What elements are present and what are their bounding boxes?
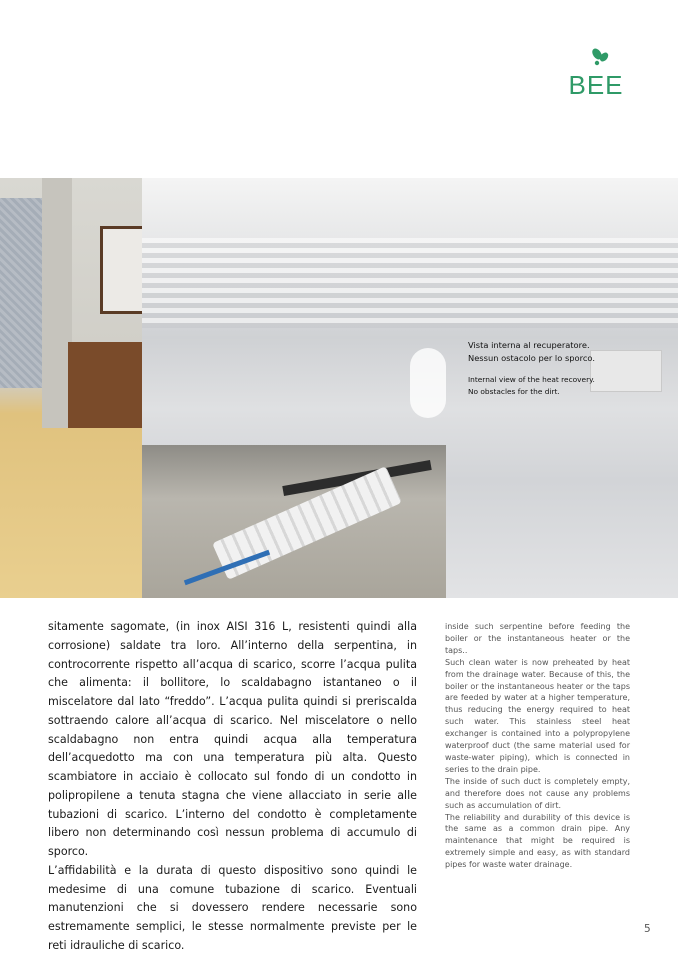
caption-english: Internal view of the heat recovery. No obstacles for the dirt. — [468, 375, 595, 396]
installation-photo — [142, 445, 446, 598]
logo-text: BEE — [568, 70, 624, 100]
caption-italian: Vista interna al recuperatore. Nessun ostacolo per lo sporco. — [468, 340, 595, 363]
paragraph: The reliability and durability of this device is the same as a common drain pipe. Any maintenance that might be required is extremely simple and easy, as with standard pipes for waste water drainage. — [445, 812, 630, 870]
bee-leaf-icon — [588, 46, 610, 68]
italian-body-text — [48, 618, 417, 956]
paragraph: Such clean water is now preheated by heat from the drainage water. Because of this, the boiler or the instantaneous heater or the taps are feeded by water at a higher temperature, thus reducing the energy required to heat such water. This stainless steel heat exchanger is contained into a polypropylene waterproof duct (the same material used for waste-water piping), which is connected in series to the drain pipe. — [445, 657, 630, 774]
bathroom-photo — [0, 178, 142, 598]
english-body-text — [445, 621, 630, 871]
page-number: 5 — [644, 923, 651, 935]
paragraph: sitamente sagomate, (in inox AISI 316 L, resistenti quindi alla corrosione) saldate tra loro. All’interno della serpentina, in controcorrente rispetto all’acqua di scarico, scorre l’acqua pulita che alimenta: il bollitore, lo scaldabagno istantaneo o il miscelatore dal lato “freddo”. L’acqua pulita quindi si preriscalda sottraendo calore all’acqua di scarico. Nel miscelatore o nello scaldabagno non entra quindi acqua alla temperatura dell’acquedotto ma con una temperatura più alta. Questo scambiatore in acciaio è collocato sul fondo di un condotto in polipropilene a tenuta stagna che viene allacciato in serie alle tubazioni di scarico. L’interno del condotto è completamente libero non determinando così nessun problema di accumulo di sporco. — [48, 620, 417, 858]
paragraph: inside such serpentine before feeding the boiler or the instantaneous heater or the taps.. — [445, 622, 630, 655]
paragraph: The inside of such duct is completely empty, and therefore does not cause any problems such as accumulation of dirt. — [445, 776, 630, 810]
photo-caption — [468, 339, 668, 398]
bee-logo — [560, 46, 632, 98]
paragraph: L’affidabilità e la durata di questo dispositivo sono quindi le medesime di una comune tubazione di scarico. Eventuali manutenzioni che si dovessero rendere necessarie sono estremamente semplici, le stesse normalmente previste per le reti idrauliche di scarico. — [48, 863, 417, 952]
